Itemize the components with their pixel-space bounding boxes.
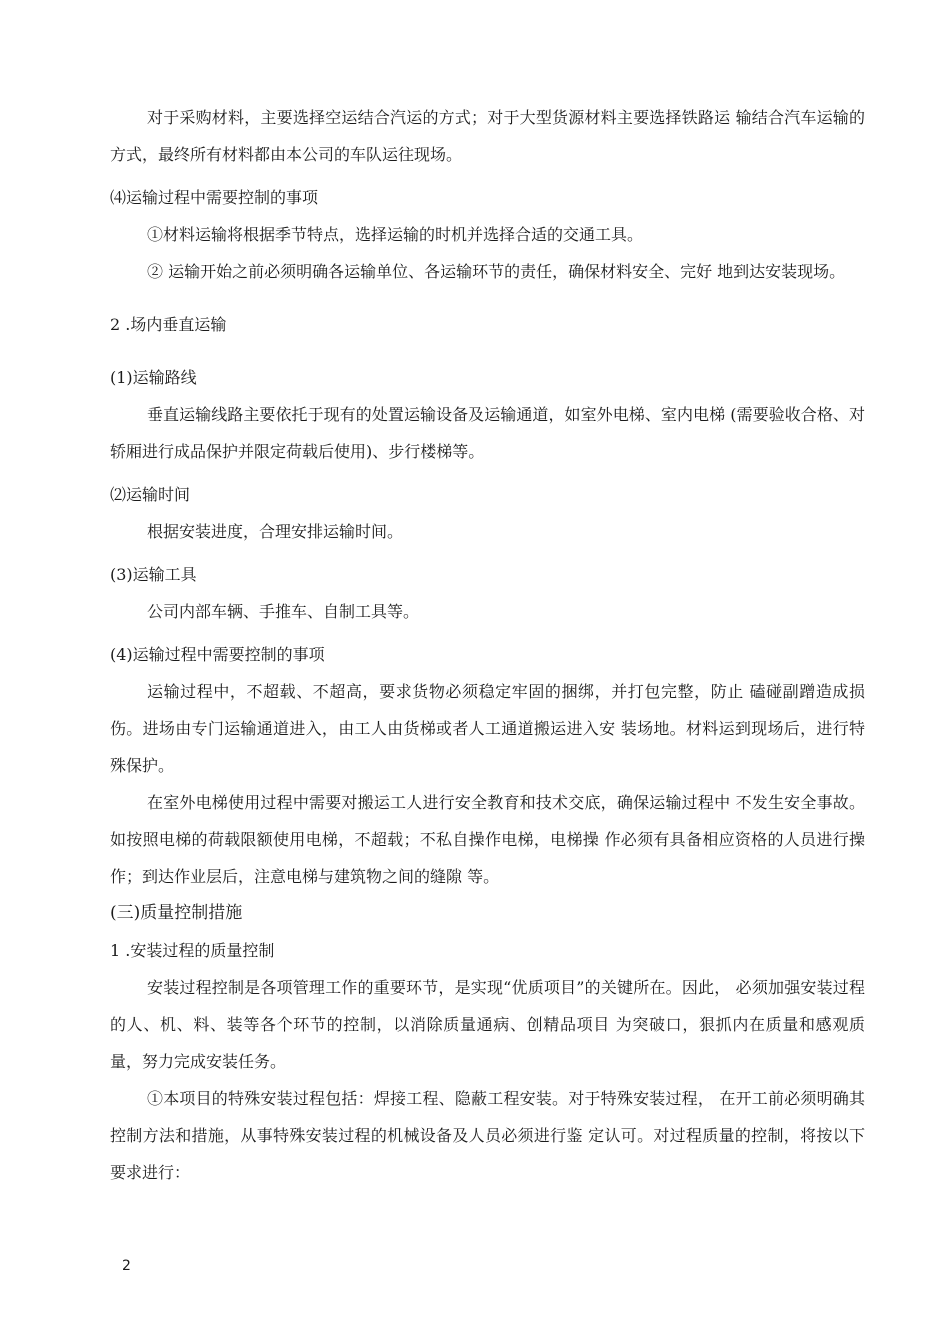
paragraph-special-process: ①本项目的特殊安装过程包括：焊接工程、隐蔽工程安装。对于特殊安装过程， 在开工前必须明确其控制方法和措施，从事特殊安装过程的机械设备及人员必须进行鉴 定认可。对过程质量的控制，将按以下要求进行： [110,1089,865,1182]
page-number: 2 [122,1258,131,1274]
heading-transport-control: ⑷运输过程中需要控制的事项 [110,188,319,207]
paragraph-transport-tools: 公司内部车辆、手推车、自制工具等。 [147,602,420,621]
heading-install-quality: 1 .安装过程的质量控制 [110,941,275,960]
paragraph-responsibility: ② 运输开始之前必须明确各运输单位、各运输环节的责任，确保材料安全、完好 地到达安装现场。 [147,262,846,281]
paragraph-elevator-safety: 在室外电梯使用过程中需要对搬运工人进行安全教育和技术交底，确保运输过程中 不发生安全事故。如按照电梯的荷载限额使用电梯，不超载；不私自操作电梯，电梯操 作必须有具备相应资格的人员进行操作；到达作业层后，注意电梯与建筑物之间的缝隙 等。 [110,793,865,886]
heading-transport-time: ⑵运输时间 [110,485,191,504]
paragraph-transport-method: 对于采购材料，主要选择空运结合汽运的方式；对于大型货源材料主要选择铁路运 输结合汽车运输的方式，最终所有材料都由本公司的车队运往现场。 [110,108,865,164]
paragraph-process-control: 安装过程控制是各项管理工作的重要环节，是实现“优质项目”的关键所在。因此， 必须加强安装过程的人、机、料、装等各个环节的控制，以消除质量通病、创精品项目 为突破口，狠抓内在质量和感观质量，努力完成安装任务。 [110,978,865,1071]
paragraph-transport-time: 根据安装进度，合理安排运输时间。 [147,522,404,541]
heading-transport-route: (1)运输路线 [110,368,197,387]
paragraph-no-overload: 运输过程中，不超载、不超高，要求货物必须稳定牢固的捆绑，并打包完整，防止 磕碰副蹭造成损伤。进场由专门运输通道进入，由工人由货梯或者人工通道搬运进入安 装场地。材料运到现场后，进行特殊保护。 [110,682,865,775]
heading-vertical-control: (4)运输过程中需要控制的事项 [110,645,325,664]
heading-transport-tools: (3)运输工具 [110,565,197,584]
paragraph-season-transport: ①材料运输将根据季节特点，选择运输的时机并选择合适的交通工具。 [147,225,644,244]
heading-vertical-transport: 2 .场内垂直运输 [110,315,227,334]
paragraph-vertical-route: 垂直运输线路主要依托于现有的处置运输设备及运输通道，如室外电梯、室内电梯 (需要验收合格、对轿厢进行成品保护并限定荷载后使用)、步行楼梯等。 [110,405,865,461]
document-body [110,99,865,1191]
heading-quality-control: (三)质量控制措施 [110,903,243,923]
